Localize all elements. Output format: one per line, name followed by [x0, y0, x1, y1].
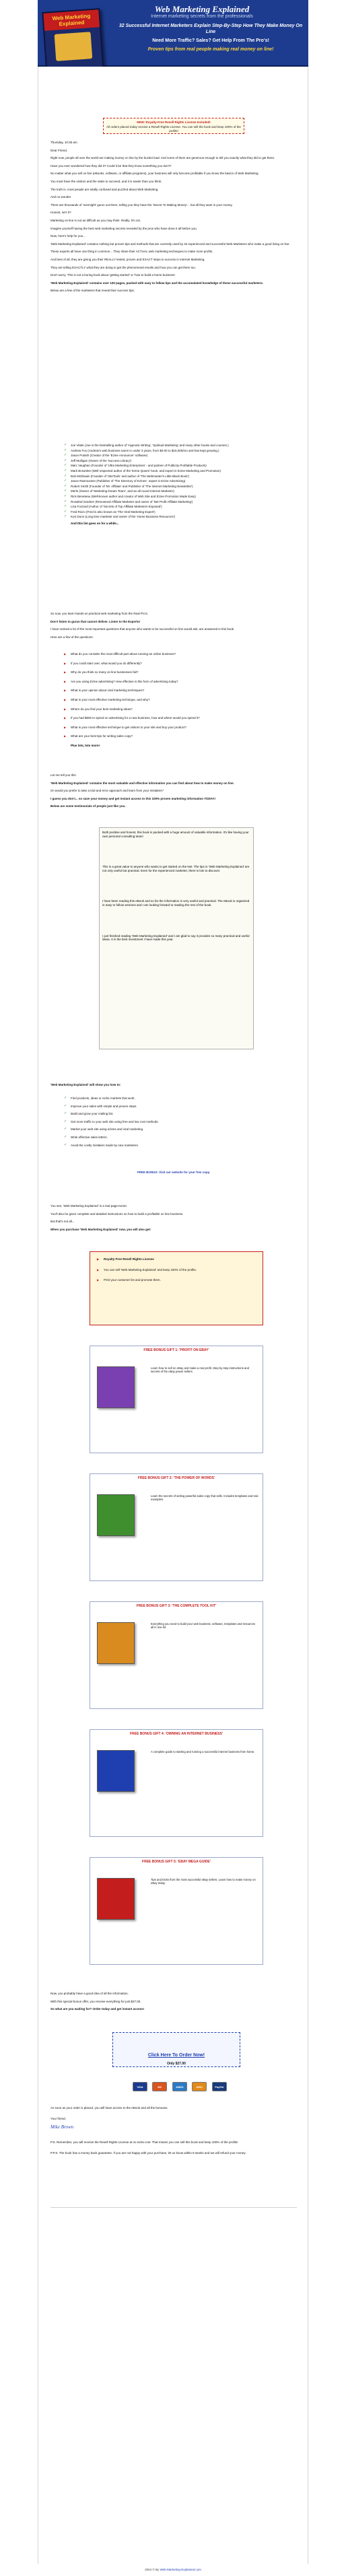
expert-item: ✓ Joe Vitale (Joe is the bestselling author of 'Hypnotic Writing', 'Spiritual Marketing' and many other books and courses.)	[64, 444, 293, 448]
closing-section	[50, 1992, 297, 2011]
question-item: ▶ If you had $500 to spend on advertising for a new business, how and where would you spend it?	[64, 716, 293, 720]
headline-2: Need More Traffic? Sales? Get Help From The Pro's!	[152, 38, 269, 43]
bonus-title: FREE BONUS GIFT 1: 'PROFIT ON EBAY'	[143, 1348, 209, 1352]
main-column	[38, 67, 308, 2564]
testimonial: Both positive and honest, this book is packed with a huge amount of valuable information. It's like having your own personal consulting team!	[102, 831, 249, 838]
question-item: ▶ If you could start over, what would you do differently?	[64, 662, 293, 666]
closing-paragraph: So what are you waiting for? Order today and get instant access!	[50, 2007, 145, 2011]
offer-paragraph: You'll also be given complete and detailed instructions on how to build a profitable on line business.	[50, 1212, 184, 1216]
expert-item: ✓ Rosalind Gardner (Renowned Affiliate Marketer and owner of 'Net Profit Affiliate Marketing')	[64, 500, 293, 504]
bonus-cover-image	[97, 1878, 135, 1920]
benefit-item: ✓ Build and grow your mailing list.	[64, 1112, 293, 1116]
testimonial: I have been reading this eBook and so far the information is very useful and practical. The eBook is organized in easy to follow sections and I am looking forward to reading the rest of the book.	[102, 899, 250, 907]
benefit-item: ✓ Write effective sales letters.	[64, 1136, 293, 1140]
letter-paragraph: Marketing on line is not as difficult as you may think. Really. It's not.	[50, 218, 141, 222]
expert-item: ✓ Robert Smith (Founder of 'Mr. Affiliate' and Publisher of 'The Internet Marketing Newsletter')	[64, 485, 293, 489]
benefit-item: ✓ Get more traffic to your web site using free and low cost methods.	[64, 1120, 293, 1124]
body-paragraph: Here are a few of the questions:	[50, 635, 94, 639]
bonus-description: Everything you need to build your web business, software, templates and resources all in one kit.	[151, 1622, 256, 1630]
site-title: Web Marketing Explained	[154, 4, 250, 14]
offer-section	[50, 1204, 297, 1231]
footer-link[interactable]: Web-Marketing-Explained.com	[160, 2568, 201, 2571]
questions-more: Plus lots, lots more!	[71, 743, 100, 747]
expert-item: ✓ Merle (Owner of 'Marketing Dream Team', and an all round Internet Marketer)	[64, 489, 293, 493]
bonus-box-3	[90, 1601, 263, 1709]
letter-paragraph: These experts all have one thing in common... They share their ACTUAL web marketing techniques to make more profits.	[50, 250, 213, 254]
letter-paragraph: 'Web Marketing Explained' contains nothing but proven tips and methods that are currently used by 32 experienced and successful Web Marketers who make a good living on line.	[50, 242, 290, 246]
body-paragraph: 'Web Marketing Explained' will show you how to:	[50, 1083, 121, 1086]
closing-paragraph: With this special bonus offer, you receive everything for just $27.00.	[50, 1999, 141, 2003]
paypal-icon: PayPal	[212, 2082, 227, 2091]
question-item: ▶ What is your most effective technique to get visitors to your site and buy your product?	[64, 726, 293, 730]
questions-list	[64, 652, 293, 747]
mastercard-icon: MC	[152, 2082, 167, 2091]
body-paragraph: Below are some testimonials of people just like you.	[50, 804, 126, 808]
body-paragraph: I have noticed a lot of the most important questions that anyone who wants to be successful on line would ask, are answered in this book.	[50, 627, 235, 631]
header-headlines	[117, 23, 304, 53]
question-item: ▶ What are your best tips for writing sales copy?	[64, 734, 293, 738]
body-paragraph: Or would you prefer to take a trial and error approach and learn from your mistakes?	[50, 789, 164, 793]
benefit-item: ✓ Market your web site using ezines and viral marketing.	[64, 1127, 293, 1132]
testimonials-box	[99, 827, 254, 1049]
bonus-cover-image	[97, 1622, 135, 1664]
bonus-box-1	[90, 1346, 263, 1453]
bonus-title: FREE BONUS GIFT 3: 'THE COMPLETE TOOL KIT'	[136, 1604, 217, 1608]
question-item: ▶ Where do you find your best marketing ideas?	[64, 707, 293, 711]
postscript: P.P.S. The book has a money back guarantee. If you are not happy with your purchase, let us know within 8 weeks and we will refund your money.	[50, 2151, 246, 2155]
bonus-cover-image	[97, 1750, 135, 1792]
offer-item: ▶ You can sell 'Web Marketing Explained' and keep 100% of the profits.	[97, 1268, 256, 1272]
letter-paragraph: Have you ever wondered how they did it? Could it be that they know something you don't?	[50, 164, 172, 168]
benefits-intro	[50, 1083, 297, 1087]
question-item: ▶ What do you consider the most difficult part about running an online business?	[64, 652, 293, 656]
benefit-item: ✓ Find products, ideas or niche markets that work.	[64, 1096, 293, 1101]
benefit-item: ✓ Avoid the costly mistakes made by new marketers.	[64, 1144, 293, 1148]
amex-card-icon: AMEX	[172, 2082, 187, 2091]
body-section-2	[50, 773, 297, 808]
letter-paragraph: You must have the visitors and the sales to succeed, and it is easier than you think.	[50, 179, 162, 183]
expert-item: ✓ Jason Potash (Creator of the 'Ezine Announcer' software)	[64, 454, 293, 458]
bonus-description: A complete guide to starting and running a successful internet business from home.	[151, 1750, 255, 1753]
question-item: ▶ What is your opinion about viral marketing techniques?	[64, 689, 293, 693]
body-section	[50, 612, 297, 639]
expert-item: ✓ Jeff Mulligan (Owner of the 'Success Library')	[64, 459, 293, 463]
bonus-cover-image	[97, 1366, 135, 1408]
body-paragraph: I guess you don't... so save your money and get instant access to this 100% proven marketing information TODAY!	[50, 796, 216, 800]
expert-item: ✓ Lisa Fozzard (Author of 'Secrets of Top Affiliate Marketers Exposed')	[64, 505, 293, 509]
closing-paragraph: As soon as your order is placed, you will have access to the eBook and all the bonuses.	[50, 2106, 168, 2110]
closing-paragraph: Now, you probably have a good idea of all the information.	[50, 1992, 129, 1995]
letter-paragraph: And no wonder.	[50, 195, 72, 199]
resell-rights-notice	[103, 118, 244, 134]
postscript: P.S. Remember, you will receive the Resell Rights License at no extra cost. That means you can sell this book and keep 100% of the profits!	[50, 2140, 238, 2145]
offer-item: ▶ Print your customer list and promote them.	[97, 1278, 256, 1282]
body-paragraph: 'Web Marketing Explained' contains the most valuable and effective information you can find about how to make money on line.	[50, 781, 234, 785]
bonus-title: FREE BONUS GIFT 5: 'EBAY MEGA GUIDE'	[142, 1860, 211, 1864]
headline-3: Proven tips from real people making real money on line!	[147, 47, 274, 52]
letter-paragraph: Don't worry. This is not a boring book about 'getting started' or 'how to build a home business'.	[50, 273, 176, 277]
letter-intro	[50, 141, 297, 293]
bonus-description: Learn how to sell on eBay and make a real profit. Step by step instructions and secrets of the eBay power sellers.	[151, 1366, 249, 1374]
signoff-section	[50, 2106, 297, 2155]
expert-item: ✓ Rick Beneteau (Well-known author and creator of Web Site and Ezine Promotion Made Easy)	[64, 495, 293, 499]
experts-list	[64, 444, 293, 525]
free-bonus-link[interactable]: FREE BONUS: Visit our website for your free copy.	[137, 1171, 211, 1174]
expert-item: ✓ Mark Brownlee (Well respected author of the 'Ezine Queen' book, and expert in Ezine Marketing and Promotion)	[64, 469, 293, 473]
bonus-box-5	[90, 1857, 263, 1965]
payment-cards	[133, 2079, 254, 2090]
header-banner	[38, 0, 308, 67]
cover-title: Web Marketing Explained	[43, 9, 100, 31]
bonus-box-2	[90, 1473, 263, 1581]
cover-illustration	[55, 32, 93, 61]
divider	[50, 2207, 297, 2208]
letter-paragraph: Imagine yourself having the best web marketing secrets revealed by the pros who have done it all before you.	[50, 226, 197, 230]
order-price: Only $27.00	[167, 2062, 186, 2066]
letter-paragraph: The truth is, most people are totally confused and puzzled about Web Marketing.	[50, 187, 159, 191]
question-item: ▶ Are you using Ezine advertising? How effective is this form of advertising today?	[64, 680, 293, 684]
letter-paragraph: Right now, people all over the world are making money on line by the bucket load. And some of them are generous enough to tell you exactly what they did to get there.	[50, 156, 275, 160]
expert-item: ✓ Bob McElwain (Founder of 'SiteTools' and author of 'The Webmaster's Little Black Book')	[64, 475, 293, 479]
letter-paragraph: And best of all, they are giving you their REALLY tested, proven and EXACT steps to success in Internet Marketing.	[50, 257, 205, 261]
offer-paragraph: You see, 'Web Marketing Explained' is a real page-turner.	[50, 1204, 128, 1208]
letter-paragraph: 'Web Marketing Explained' contains over 100 pages, packed with easy to follow tips and the accumulated knowledge of these successful marketers.	[50, 281, 264, 285]
bonus-box-4	[90, 1729, 263, 1837]
expert-item: ✓ Fred Rizzo (Fred is also known as 'The Viral Marketing Expert')	[64, 510, 293, 514]
offer-paragraph: When you purchase 'Web Marketing Explained' now, you will also get:	[50, 1227, 151, 1231]
expert-item: ✓ Marc Vaughan (Founder of 'Ultra Marketing Enterprises' - and partner of Publicity Profitable Products)	[64, 464, 293, 468]
bonus-description: Learn the secrets of writing powerful sales copy that sells. Includes templates and real examples.	[151, 1494, 258, 1502]
bonus-description: Tips and tricks from the most successful eBay sellers. Learn how to make money on eBay today.	[151, 1878, 256, 1885]
letter-paragraph: There are thousands of 'overnight' gurus out there, telling you they have the 'Secret To Making Money'... but all they want is your money.	[50, 203, 233, 207]
visa-card-icon: VISA	[133, 2082, 147, 2091]
body-paragraph: Let me tell you this:	[50, 773, 77, 777]
offer-item: ▶ Royalty Free Resell Rights License	[97, 1257, 256, 1261]
letter-date: Thursday, 10:35 am	[50, 141, 77, 144]
order-now-link[interactable]: Click Here To Order Now!	[147, 2053, 205, 2058]
letter-paragraph: They are telling EXACTLY what they are doing to get the phenomenal results and how you can get them too.	[50, 265, 196, 269]
letter-paragraph: Honest, isn't it?	[50, 211, 71, 215]
letter-paragraph: Now, here's help for you...	[50, 234, 85, 238]
experts-more: And this list goes on for a while...	[71, 521, 119, 525]
expert-item: ✓ Kurt Dunn (Long time marketer and owner of the 'Home Business Resources')	[64, 515, 293, 519]
footer	[38, 2564, 308, 2576]
bonus-title: FREE BONUS GIFT 2: 'THE POWER OF WORDS'	[137, 1476, 215, 1480]
discover-card-icon: DISC	[192, 2082, 207, 2091]
body-paragraph: Don't listen to gurus that cannot deliver. Listen to the Experts!	[50, 619, 141, 623]
benefits-list	[64, 1096, 293, 1151]
body-paragraph: So now, you learn hands-on practical web marketing from the Real Pro's.	[50, 612, 149, 615]
order-box	[112, 2032, 240, 2067]
letter-paragraph: Below are a few of the marketers that reveal their success tips:	[50, 289, 135, 293]
bonus-cover-image	[97, 1494, 135, 1536]
headline-1: 32 Successful Internet Marketers Explain Step-By-Step How They Make Money On Line	[118, 24, 303, 34]
expert-item: ✓ Andrew Fox (Andrew's web business earns in under 3 years, from $0.00 to $15,000/mo and has kept growing.)	[64, 449, 293, 453]
notice-line-1: NEW: Royalty-Free Resell Rights License Included!	[137, 120, 211, 124]
site-subtitle: Internet marketing secrets from the professionals	[151, 14, 253, 19]
testimonial: This is a great value to anyone who wants to get started on the Net. The tips in 'Web Marketing Explained' are not only useful but practical. Even for the experienced marketer, there is lots to discover.	[102, 865, 250, 872]
letter-paragraph: No matter what you sell on line (eBooks, software, or affiliate programs), your business will only become profitable if you know the basics of Web Marketing.	[50, 172, 259, 176]
letter-greeting: Dear Friend,	[50, 148, 68, 152]
free-bonus-note	[50, 1171, 297, 1175]
bonus-title: FREE BONUS GIFT 4: 'OWNING AN INTERNET BUSINESS'	[129, 1732, 223, 1736]
offer-paragraph: But that's not all...	[50, 1220, 75, 1224]
signature: Mike Brown	[50, 2124, 74, 2130]
question-item: ▶ What is your most effective marketing technique, and why?	[64, 698, 293, 702]
closing-salutation: Your friend,	[50, 2116, 66, 2120]
benefit-item: ✓ Improve your sales with simple and proven steps.	[64, 1105, 293, 1109]
notice-line-2: All orders placed today receive a Resell Rights License. You can sell the book and keep 100% of the profits!	[106, 125, 241, 133]
offer-box	[90, 1251, 263, 1325]
testimonial: I just finished reading 'Web Marketing Explained' and I am glad to say it provides so many practical and useful ideas. It is the best investment I have made this year.	[102, 934, 250, 942]
expert-item: ✓ Jason Rasmussen (Publisher of 'The Directory of Ezines', expert in Ezine Advertising)	[64, 479, 293, 483]
footer-text: 2004 © By	[145, 2568, 160, 2571]
offer-items	[97, 1257, 256, 1289]
question-item: ▶ Why do you think so many on line businesses fail?	[64, 670, 293, 674]
